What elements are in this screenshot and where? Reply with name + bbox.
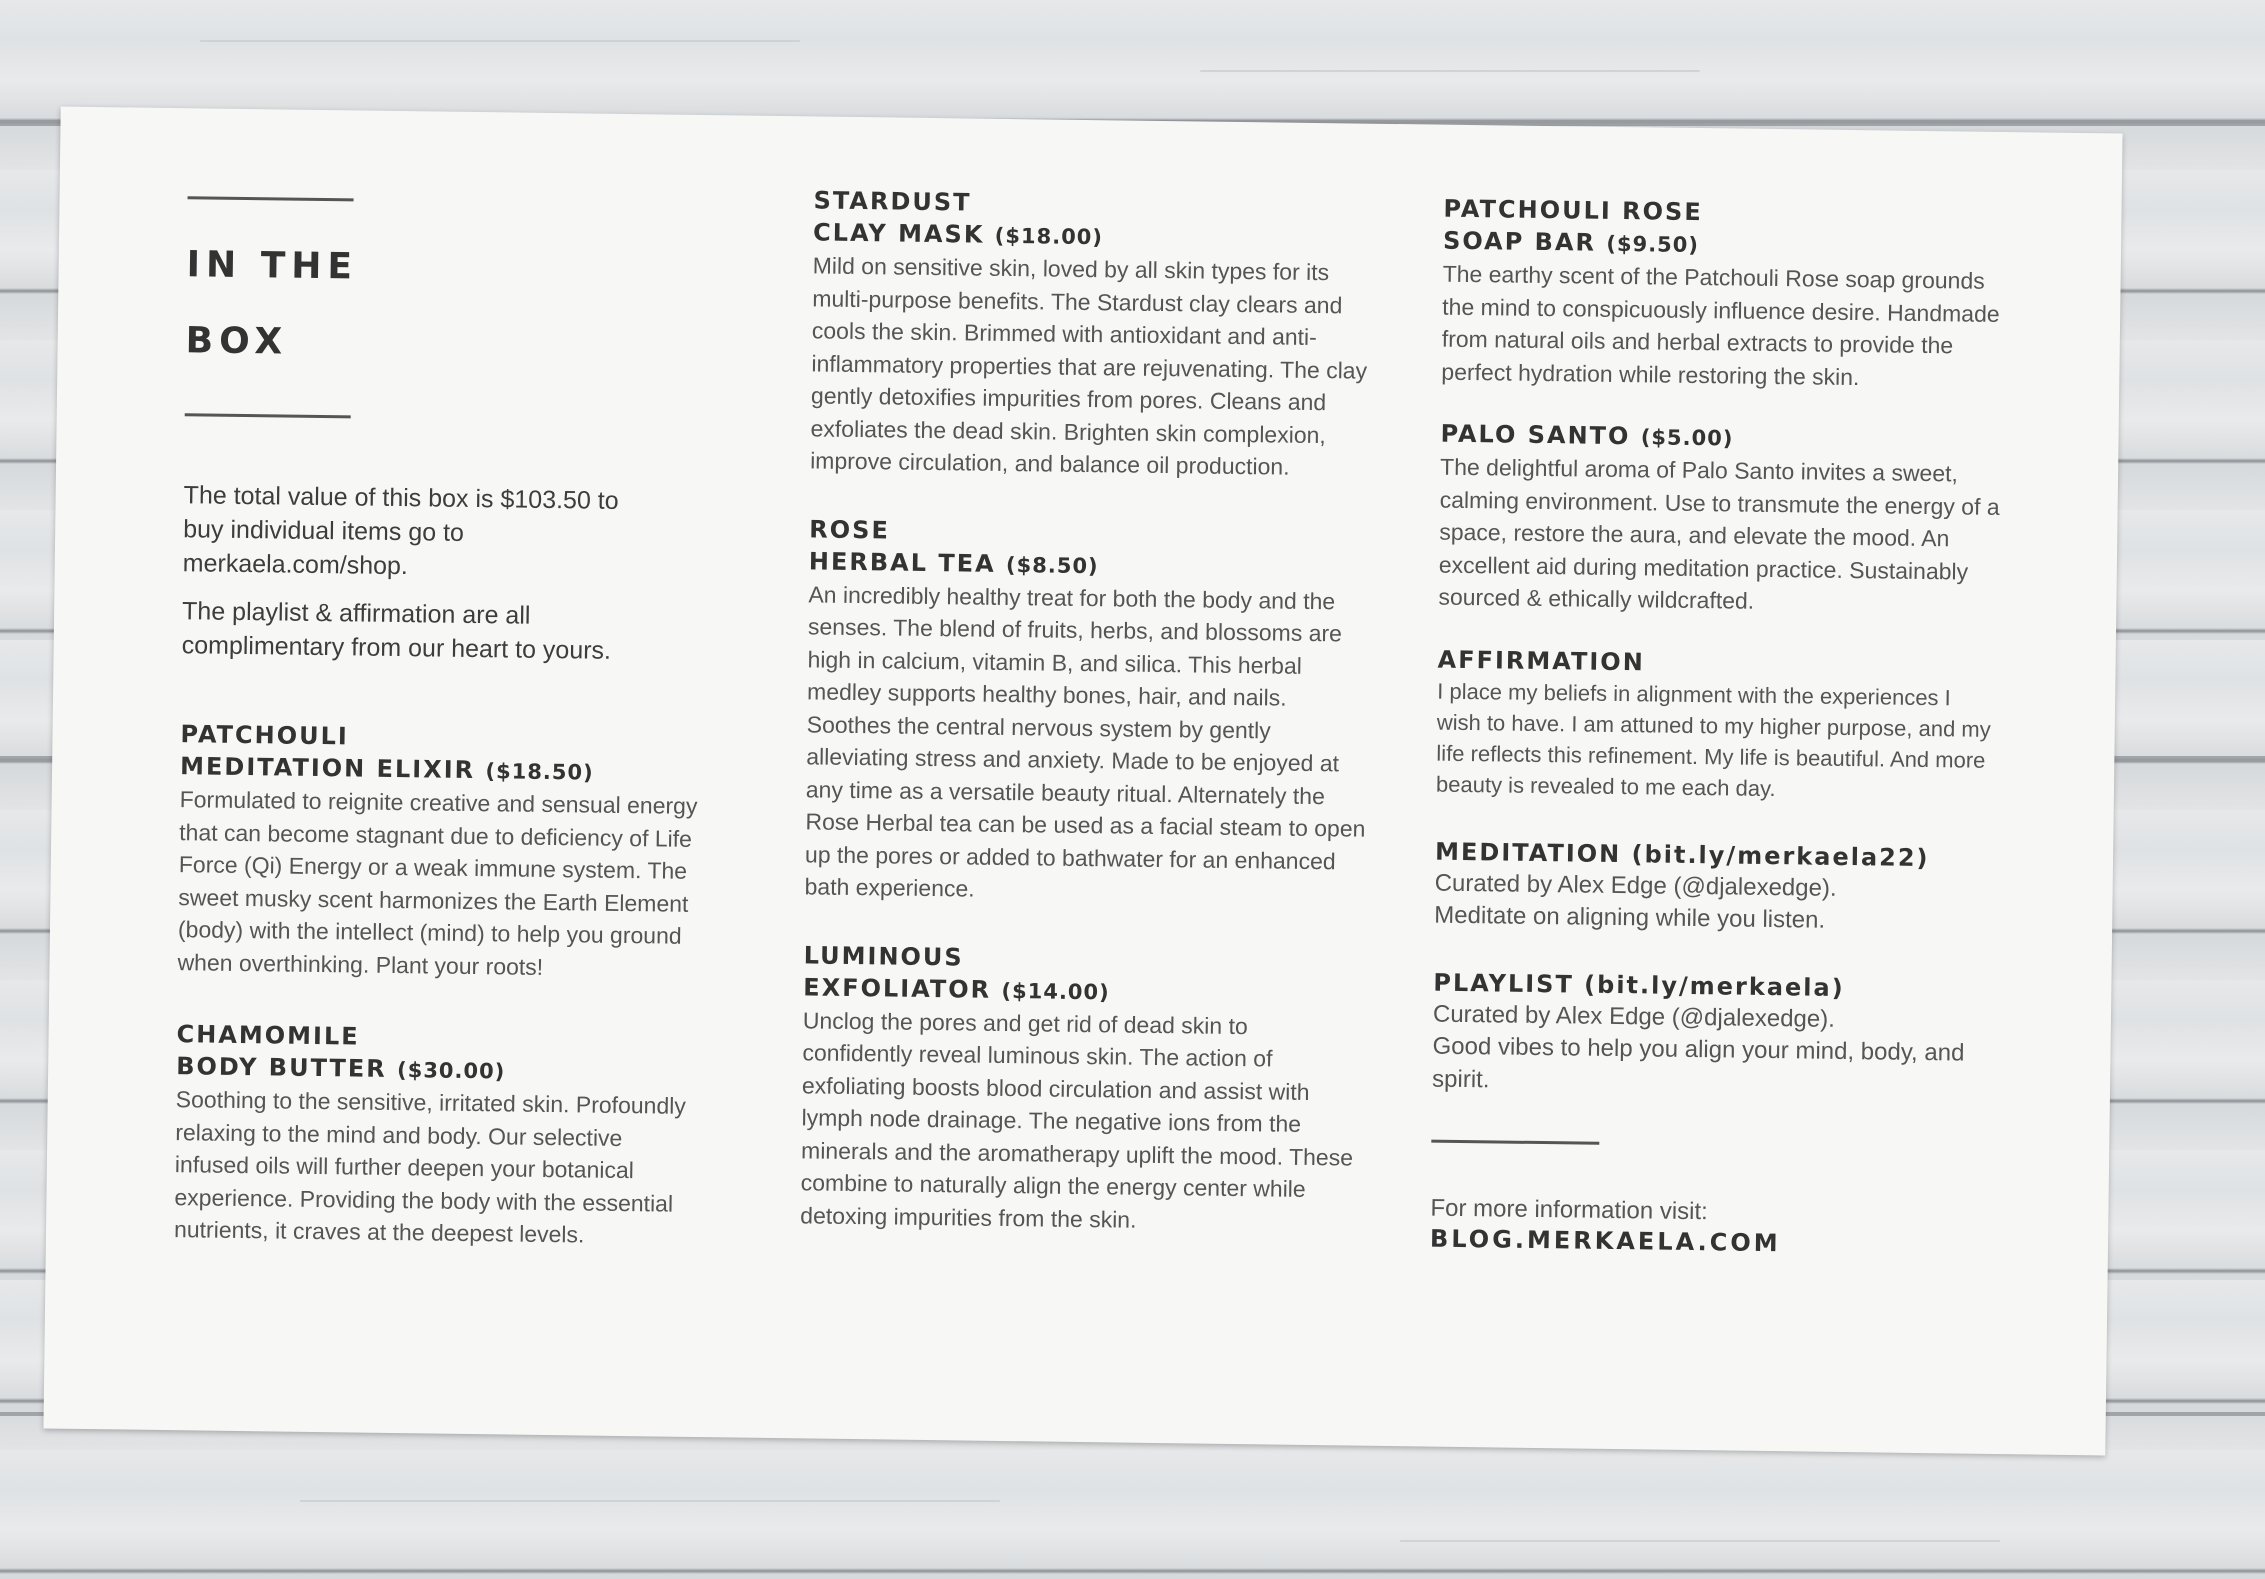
product-luminous-exfoliator <box>800 939 1364 1239</box>
product-patchouli-soap <box>1441 193 2004 395</box>
intro-value: The total value of this box is $103.50 to buy individual items go to merkaela.com/shop. <box>182 481 619 581</box>
wood-grain <box>200 40 800 42</box>
divider <box>188 196 354 201</box>
product-name: PATCHOULI ROSE <box>1443 194 1703 227</box>
product-name: CHAMOMILE <box>176 1020 360 1051</box>
product-patchouli-elixir <box>177 718 700 985</box>
product-price: ($9.50) <box>1606 231 1700 258</box>
product-name-text: CLAY MASK <box>812 218 985 249</box>
footer <box>1430 1193 1991 1260</box>
column-middle <box>800 184 1374 1238</box>
meditation-section <box>1434 835 1995 939</box>
product-name: ROSE <box>809 514 891 544</box>
intro-complimentary: The playlist & affirmation are all complimentary from our heart to yours. <box>181 597 612 665</box>
product-description: Formulated to reignite creative and sensual energy that can become stagnant due to deficiency of Life Force (Qi) Energy or a weak immune system. The sweet musky scent harmonizes the Earth Element (body) with the intellect (mind) to help you ground when overthinking. Plant your roots! <box>177 786 698 980</box>
product-name: PATCHOULI <box>180 720 349 751</box>
product-name: STARDUST <box>813 186 972 217</box>
product-name-text: EXFOLIATOR <box>803 972 992 1004</box>
product-chamomile-butter <box>174 1018 697 1252</box>
playlist-title: PLAYLIST (bit.ly/merkaela) <box>1433 968 1845 1002</box>
playlist-line2: Good vibes to help you align your mind, body, and spirit. <box>1431 1032 1965 1093</box>
wood-grain <box>1400 1540 2000 1542</box>
heading-line2: BOX <box>185 320 289 363</box>
product-price: ($30.00) <box>396 1058 506 1084</box>
heading-line1: IN THE <box>186 244 359 288</box>
product-rose-tea <box>804 513 1369 910</box>
product-name-text: SOAP BAR <box>1442 226 1597 257</box>
divider <box>185 413 351 418</box>
product-stardust-mask <box>810 184 1374 484</box>
affirmation-text: I place my beliefs in alignment with the experiences I wish to have. I am attuned to my higher purpose, and my life reflects this refinement. My life is beautiful. And more beauty is revealed to me each day. <box>1435 678 1991 801</box>
meditation-title: MEDITATION (bit.ly/merkaela22) <box>1434 837 1930 872</box>
product-name: LUMINOUS <box>803 940 964 971</box>
product-description: An incredibly healthy treat for both the body and the senses. The blend of fruits, herbs, and blossoms are high in calcium, vitamin B, and silica. This herbal medley supports healthy bones, hair, and nails. Soothes the central nervous system by gently alleviating stress and anxiety. Made to be enjoyed at any time as a versatile beauty ritual. Alternately the Rose Herbal tea can be used as a facial steam to open up the pores or added to bathwater for an enhanced bath experience. <box>804 580 1366 902</box>
product-name-text: MEDITATION ELIXIR <box>179 752 476 785</box>
playlist-line1: Curated by Alex Edge (@djalexedge). <box>1432 1000 1836 1033</box>
divider <box>1431 1140 1599 1145</box>
affirmation-section <box>1436 643 1998 806</box>
meditation-line1: Curated by Alex Edge (@djalexedge). <box>1434 869 1837 902</box>
info-card <box>43 107 2122 1456</box>
product-price: ($14.00) <box>1001 978 1110 1004</box>
product-description: Unclog the pores and get rid of dead skin to confidently reveal luminous skin. The action of exfoliating boosts blood circulation and assist with lymph node drainage. The negative ions from the minerals and the aromatherapy uplift the mood. These combine to naturally align the energy center while detoxing impurities from the skin. <box>800 1006 1354 1233</box>
product-description: The delightful aroma of Palo Santo invites a sweet, calming environment. Use to transmute the energy of a space, restore the aura, and elevate the mood. An excellent aid during meditation practice. Sustainably sourced & ethically wildcrafted. <box>1438 453 2000 614</box>
wood-grain <box>1200 70 1700 72</box>
product-name-text: HERBAL TEA <box>808 546 996 578</box>
product-price: ($5.00) <box>1640 425 1734 451</box>
column-left <box>174 196 708 1252</box>
product-palo-santo <box>1438 418 2001 621</box>
product-price: ($18.50) <box>485 759 594 785</box>
affirmation-title: AFFIRMATION <box>1437 645 1645 676</box>
product-description: Mild on sensitive skin, loved by all skin types for its multi-purpose benefits. The Stardust clay clears and cools the skin. Brimmed with antioxidant and anti-inflammatory properties that are rejuvenating. The clay gently detoxifies impurities from pores. Cleans and exfoliates the dead skin. Brighten skin complexion, improve circulation, and balance oil production. <box>810 252 1368 480</box>
product-price: ($18.00) <box>994 223 1104 250</box>
blog-link: BLOG.MERKAELA.COM <box>1429 1224 1781 1258</box>
playlist-section <box>1432 966 1994 1103</box>
product-description: The earthy scent of the Patchouli Rose soap grounds the mind to conspicuously influence desire. Handmade from natural oils and herbal extracts to provide the perfect hydration while restoring the skin. <box>1441 260 2000 390</box>
column-right <box>1430 193 2004 1260</box>
product-name-text: BODY BUTTER <box>176 1052 387 1083</box>
meditation-line2: Meditate on aligning while you listen. <box>1434 901 1826 934</box>
product-description: Soothing to the sensitive, irritated skin. Profoundly relaxing to the mind and body. Our selective infused oils will further deepen your botanical experience. Providing the body with the essential nutrients, it craves at the deepest levels. <box>173 1086 687 1248</box>
product-name-text: PALO SANTO <box>1440 419 1631 451</box>
wood-grain <box>300 1500 1000 1502</box>
product-price: ($8.50) <box>1005 552 1099 578</box>
intro-text <box>181 478 653 668</box>
visit-label: For more information visit: <box>1430 1194 1708 1226</box>
